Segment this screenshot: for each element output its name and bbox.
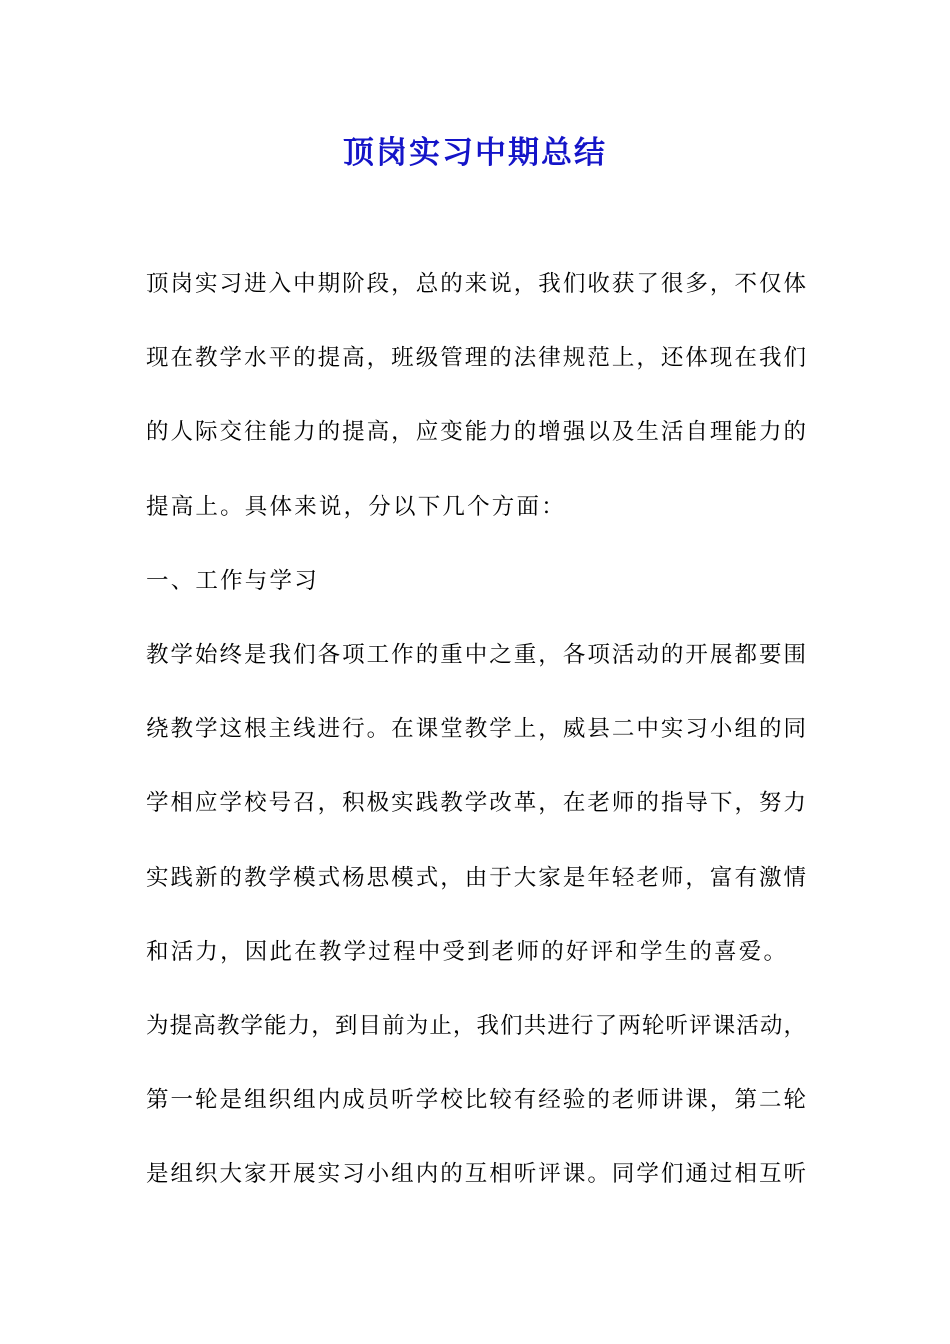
document-title: 顶岗实习中期总结: [343, 135, 607, 171]
paragraph-line: 和活力，因此在教学过程中受到老师的好评和学生的喜爱。: [146, 938, 789, 965]
paragraph-line: 是组织大家开展实习小组内的互相听评课。同学们通过相互听: [146, 1161, 806, 1188]
section-heading: 一、工作与学习: [146, 567, 319, 594]
paragraph-line: 为提高教学能力，到目前为止，我们共进行了两轮听评课活动，: [146, 1012, 806, 1039]
paragraph-line: 提高上。具体来说，分以下几个方面：: [146, 493, 566, 520]
paragraph-line: 现在教学水平的提高，班级管理的法律规范上，还体现在我们: [146, 345, 806, 372]
paragraph-line: 学相应学校号召，积极实践教学改革，在老师的指导下，努力: [146, 790, 806, 817]
paragraph-line: 绕教学这根主线进行。在课堂教学上，威县二中实习小组的同: [146, 716, 806, 743]
paragraph-line: 顶岗实习进入中期阶段，总的来说，我们收获了很多，不仅体: [146, 271, 806, 297]
paragraph-line: 的人际交往能力的提高，应变能力的增强以及生活自理能力的: [146, 419, 806, 446]
paragraph-line: 教学始终是我们各项工作的重中之重，各项活动的开展都要围: [146, 641, 806, 668]
document-body: [146, 262, 806, 1226]
paragraph-line: 实践新的教学模式杨思模式，由于大家是年轻老师，富有激情: [146, 864, 806, 891]
paragraph-line: 第一轮是组织组内成员听学校比较有经验的老师讲课，第二轮: [146, 1087, 806, 1114]
